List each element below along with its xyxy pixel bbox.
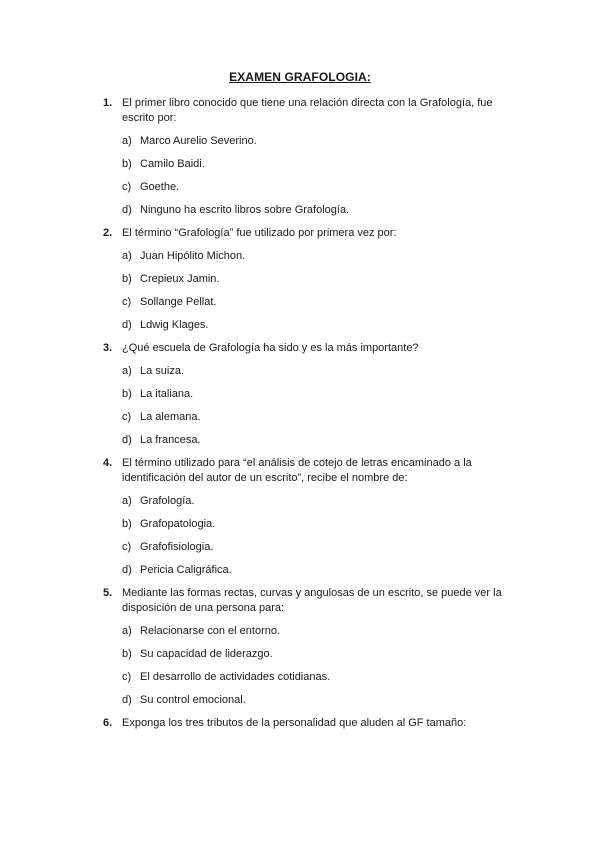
option-a	[122, 624, 520, 647]
question-number: 1.	[103, 97, 113, 109]
option-text: La alemana.	[140, 411, 201, 423]
question-text: El primer libro conocido que tiene una relación directa con la Grafología, fue escrito por:	[122, 97, 493, 124]
option-text: La francesa.	[140, 434, 201, 446]
option-c	[122, 670, 520, 693]
exam-title: EXAMEN GRAFOLOGIA:	[229, 70, 371, 84]
option-text: Camilo Baidi.	[140, 158, 205, 170]
question-2	[0, 226, 600, 341]
option-a	[122, 134, 520, 157]
option-d	[122, 318, 520, 341]
question-5	[0, 586, 600, 716]
option-letter: b)	[122, 648, 132, 660]
option-b	[122, 157, 520, 180]
option-letter: a)	[122, 135, 132, 147]
option-text: Su capacidad de liderazgo.	[140, 648, 273, 660]
question-number: 3.	[103, 342, 113, 354]
option-d	[122, 693, 520, 716]
option-text: Sollange Pellat.	[140, 296, 217, 308]
option-letter: d)	[122, 434, 132, 446]
option-text: La italiana.	[140, 388, 194, 400]
question-text: El término utilizado para “el análisis de cotejo de letras encaminado a la identificación del autor de un escrito”, recibe el nombre de:	[122, 457, 472, 484]
option-letter: d)	[122, 204, 132, 216]
option-a	[122, 494, 520, 517]
option-list	[122, 364, 520, 456]
question-1	[0, 96, 600, 226]
question-6	[0, 716, 600, 731]
question-text: Mediante las formas rectas, curvas y angulosas de un escrito, se puede ver la disposición de una persona para:	[122, 587, 502, 614]
option-d	[122, 433, 520, 456]
option-list	[122, 249, 520, 341]
option-b	[122, 387, 520, 410]
question-list	[0, 96, 600, 731]
option-a	[122, 364, 520, 387]
option-text: Grafología.	[140, 495, 195, 507]
option-c	[122, 410, 520, 433]
option-c	[122, 180, 520, 203]
question-number: 4.	[103, 457, 113, 469]
option-letter: b)	[122, 388, 132, 400]
question-number: 5.	[103, 587, 113, 599]
option-letter: c)	[122, 411, 132, 423]
option-list	[122, 624, 520, 716]
option-list	[122, 134, 520, 226]
option-text: Su control emocional.	[140, 694, 246, 706]
option-text: Grafopatologia.	[140, 518, 216, 530]
option-d	[122, 203, 520, 226]
option-b	[122, 517, 520, 540]
option-text: Crepieux Jamin.	[140, 273, 220, 285]
question-text: Exponga los tres tributos de la personalidad que aluden al GF tamaño:	[122, 717, 467, 729]
option-text: Ninguno ha escrito libros sobre Grafología.	[140, 204, 350, 216]
option-text: Grafofisiologia.	[140, 541, 214, 553]
option-letter: d)	[122, 319, 132, 331]
option-text: Pericia Caligráfica.	[140, 564, 232, 576]
option-letter: b)	[122, 518, 132, 530]
option-text: El desarrollo de actividades cotidianas.	[140, 671, 331, 683]
option-letter: c)	[122, 181, 132, 193]
question-text: El término “Grafología” fue utilizado por primera vez por:	[122, 227, 397, 239]
option-c	[122, 295, 520, 318]
option-c	[122, 540, 520, 563]
option-text: Ldwig Klages.	[140, 319, 209, 331]
option-letter: c)	[122, 296, 132, 308]
option-letter: b)	[122, 158, 132, 170]
option-text: Relacionarse con el entorno.	[140, 625, 281, 637]
option-letter: b)	[122, 273, 132, 285]
option-letter: c)	[122, 671, 132, 683]
option-letter: d)	[122, 694, 132, 706]
question-number: 2.	[103, 227, 113, 239]
question-text: ¿Qué escuela de Grafología ha sido y es la más importante?	[122, 342, 419, 354]
option-letter: a)	[122, 250, 132, 262]
option-text: Juan Hipólito Michon.	[140, 250, 246, 262]
option-text: Marco Aurelio Severino.	[140, 135, 257, 147]
question-3	[0, 341, 600, 456]
option-d	[122, 563, 520, 586]
option-letter: a)	[122, 495, 132, 507]
option-letter: a)	[122, 625, 132, 637]
option-text: Goethe.	[140, 181, 180, 193]
option-b	[122, 647, 520, 670]
option-letter: d)	[122, 564, 132, 576]
option-b	[122, 272, 520, 295]
option-a	[122, 249, 520, 272]
option-text: La suiza.	[140, 365, 185, 377]
question-4	[0, 456, 600, 586]
option-letter: c)	[122, 541, 132, 553]
question-number: 6.	[103, 717, 113, 729]
option-letter: a)	[122, 365, 132, 377]
option-list	[122, 494, 520, 586]
